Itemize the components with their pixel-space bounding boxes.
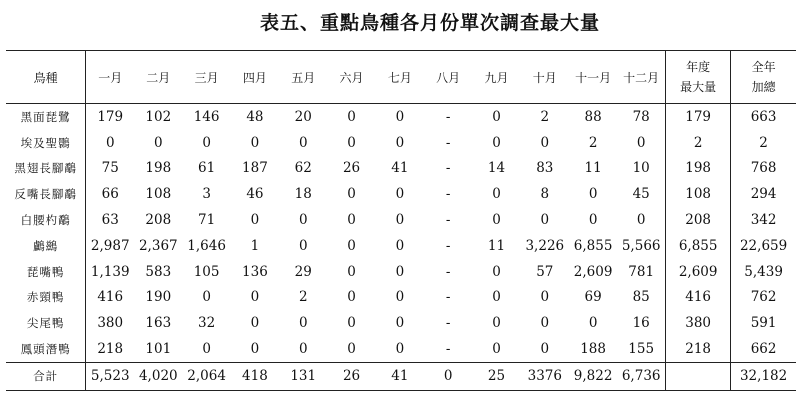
month-count-cell: 0: [347, 341, 356, 358]
month-count-cell: 0: [588, 212, 598, 229]
month-count-cell: 179: [86, 104, 134, 130]
month-count-cell: 188: [580, 341, 606, 358]
month-count-cell: 1,646: [187, 237, 226, 254]
month-count-cell: 0: [86, 130, 134, 156]
month-count-cell: 0: [347, 212, 356, 229]
column-header-month: 七月: [376, 51, 424, 104]
column-header-month: 十二月: [617, 51, 665, 104]
table-title: 表五、重點鳥種各月份單次調查最大量: [259, 12, 600, 34]
table-row: [6, 285, 796, 311]
column-header-month: 二月: [134, 51, 182, 104]
month-count-cell: 8: [540, 186, 550, 203]
total-cell: 4,020: [134, 362, 182, 390]
annual-max-cell: 416: [666, 285, 731, 311]
month-count-cell: 0: [492, 315, 501, 332]
annual-max-cell: 6,855: [666, 233, 731, 259]
month-count-cell: 0: [540, 289, 550, 306]
species-name-cell: 鸕鷀: [33, 238, 59, 253]
month-count-cell: 0: [202, 134, 211, 151]
month-count-cell: 10: [632, 160, 650, 177]
month-count-cell: 0: [636, 134, 646, 151]
total-cell: 0: [424, 362, 472, 390]
total-cell: 9,822: [569, 362, 617, 390]
month-count-cell: 2: [540, 108, 550, 125]
month-count-cell: 20: [294, 108, 312, 125]
month-count-cell: 0: [250, 289, 260, 306]
month-count-cell: 0: [298, 134, 308, 151]
month-count-cell: 0: [250, 341, 260, 358]
table-row: [6, 259, 796, 285]
month-count-cell: 57: [536, 263, 554, 280]
column-header-annual-max-line1: 年度: [686, 60, 711, 74]
annual-total-cell: 2: [731, 130, 796, 156]
table-row: [6, 104, 796, 130]
annual-total-cell: 662: [731, 336, 796, 362]
total-cell: 131: [279, 362, 327, 390]
species-name-cell: 尖尾鴨: [26, 316, 65, 331]
annual-total-cell: 22,659: [731, 233, 796, 259]
annual-max-cell: 380: [666, 310, 731, 336]
month-count-cell: 0: [492, 263, 501, 280]
month-count-cell: 136: [242, 263, 268, 280]
month-count-cell: 46: [246, 186, 264, 203]
month-count-cell: 163: [145, 315, 172, 332]
month-count-cell: 78: [632, 108, 650, 125]
month-count-cell: 0: [202, 341, 211, 358]
month-count-cell: 218: [86, 336, 134, 362]
month-count-cell: 208: [145, 212, 172, 229]
total-annual-total-cell: 32,182: [731, 362, 796, 390]
total-row-label: 合計: [6, 362, 86, 390]
month-count-cell: 0: [540, 341, 550, 358]
annual-total-cell: 591: [731, 310, 796, 336]
table-row: [6, 233, 796, 259]
month-count-cell: 2: [588, 134, 598, 151]
month-count-cell: 11: [487, 237, 506, 254]
species-name-cell: 埃及聖䴉: [20, 135, 71, 150]
month-count-cell: 0: [202, 289, 211, 306]
month-count-cell: 0: [250, 315, 260, 332]
species-name-cell: 琵嘴鴨: [26, 264, 65, 279]
month-count-cell: 0: [395, 186, 405, 203]
total-cell: 26: [327, 362, 375, 390]
month-count-cell: 45: [632, 186, 650, 203]
month-count-cell: 0: [588, 186, 598, 203]
total-cell: 41: [376, 362, 424, 390]
total-cell: 418: [231, 362, 279, 390]
month-count-cell: 0: [395, 263, 405, 280]
month-count-cell: 62: [294, 160, 312, 177]
month-count-cell: 29: [294, 263, 312, 280]
month-count-cell: -: [445, 134, 451, 151]
month-count-cell: 0: [298, 315, 308, 332]
header-row: [6, 51, 796, 104]
month-count-cell: 2,609: [573, 263, 613, 280]
species-name-cell: 鳳頭潛鴨: [20, 342, 71, 357]
month-count-cell: 1: [250, 237, 260, 254]
month-count-cell: 18: [294, 186, 312, 203]
column-header-month: 八月: [424, 51, 472, 104]
column-header-month: 一月: [86, 51, 134, 104]
month-count-cell: 0: [492, 341, 501, 358]
column-header-annual-max-line2: 最大量: [680, 80, 717, 94]
month-count-cell: 0: [154, 134, 163, 151]
month-count-cell: 0: [540, 315, 550, 332]
month-count-cell: 0: [395, 212, 405, 229]
column-header-annual-max: [666, 51, 731, 104]
month-count-cell: 0: [492, 212, 501, 229]
annual-total-cell: 762: [731, 285, 796, 311]
month-count-cell: -: [445, 186, 451, 203]
species-name-cell: 赤頸鴨: [26, 290, 65, 305]
column-header-month: 四月: [231, 51, 279, 104]
total-cell: 6,736: [617, 362, 665, 390]
month-count-cell: 0: [347, 315, 356, 332]
month-count-cell: 0: [492, 289, 501, 306]
table-row: [6, 130, 796, 156]
month-count-cell: 83: [536, 160, 554, 177]
month-count-cell: 61: [198, 160, 216, 177]
month-count-cell: 16: [632, 315, 650, 332]
month-count-cell: 69: [584, 289, 602, 306]
month-count-cell: 0: [347, 237, 356, 254]
column-header-month: 五月: [279, 51, 327, 104]
annual-max-cell: 179: [666, 104, 731, 130]
month-count-cell: 0: [492, 108, 501, 125]
month-count-cell: 198: [145, 160, 172, 177]
species-name-cell: 反嘴長腳鷸: [14, 187, 77, 202]
column-header-species: 鳥種: [6, 51, 86, 104]
month-count-cell: 71: [198, 212, 216, 229]
month-count-cell: 0: [347, 134, 356, 151]
month-count-cell: 416: [86, 285, 134, 311]
month-count-cell: 0: [347, 108, 356, 125]
annual-total-cell: 5,439: [731, 259, 796, 285]
month-count-cell: 102: [145, 108, 172, 125]
annual-max-cell: 218: [666, 336, 731, 362]
annual-total-cell: 342: [731, 207, 796, 233]
column-header-month: 九月: [472, 51, 520, 104]
month-count-cell: 2: [298, 289, 308, 306]
month-count-cell: 155: [628, 341, 655, 358]
month-count-cell: 146: [193, 108, 220, 125]
month-count-cell: 88: [584, 108, 602, 125]
month-count-cell: 0: [298, 212, 308, 229]
month-count-cell: 0: [347, 263, 356, 280]
month-count-cell: 101: [145, 341, 172, 358]
month-count-cell: 0: [298, 341, 308, 358]
table-row: [6, 336, 796, 362]
month-count-cell: 0: [492, 134, 501, 151]
column-header-month: 六月: [327, 51, 375, 104]
month-count-cell: 0: [395, 341, 405, 358]
month-count-cell: 0: [395, 289, 405, 306]
annual-max-cell: 2: [666, 130, 731, 156]
month-count-cell: 0: [540, 212, 550, 229]
column-header-annual-total-line2: 加總: [751, 80, 776, 94]
annual-max-cell: 208: [666, 207, 731, 233]
month-count-cell: 583: [145, 263, 172, 280]
table-row: [6, 207, 796, 233]
month-count-cell: 3: [202, 186, 211, 203]
month-count-cell: -: [445, 341, 451, 358]
month-count-cell: 108: [145, 186, 172, 203]
month-count-cell: 105: [193, 263, 220, 280]
species-name-cell: 黑面琵鷺: [20, 109, 71, 124]
month-count-cell: 0: [395, 134, 405, 151]
month-count-cell: 41: [391, 160, 409, 177]
month-count-cell: 0: [250, 212, 260, 229]
month-count-cell: 14: [487, 160, 506, 177]
month-count-cell: 32: [198, 315, 216, 332]
month-count-cell: 66: [86, 181, 134, 207]
column-header-month: 三月: [182, 51, 230, 104]
total-cell: 3376: [521, 362, 569, 390]
month-count-cell: 85: [632, 289, 650, 306]
table-row: [6, 181, 796, 207]
column-header-annual-total: [731, 51, 796, 104]
month-count-cell: 6,855: [573, 237, 613, 254]
month-count-cell: 0: [395, 108, 405, 125]
month-count-cell: 2,367: [138, 237, 178, 254]
total-cell: 5,523: [86, 362, 134, 390]
month-count-cell: 0: [395, 315, 405, 332]
month-count-cell: 187: [242, 160, 268, 177]
month-count-cell: 1,139: [86, 259, 134, 285]
month-count-cell: 0: [298, 237, 308, 254]
total-cell: 2,064: [182, 362, 230, 390]
table-row: [6, 156, 796, 182]
month-count-cell: 5,566: [621, 237, 661, 254]
annual-total-cell: 294: [731, 181, 796, 207]
month-count-cell: -: [445, 263, 451, 280]
month-count-cell: 0: [492, 186, 501, 203]
species-name-cell: 白腰杓鷸: [20, 213, 71, 228]
column-header-annual-total-line1: 全年: [751, 60, 776, 74]
month-count-cell: -: [445, 315, 451, 332]
annual-max-cell: 108: [666, 181, 731, 207]
month-count-cell: 0: [347, 289, 356, 306]
annual-max-cell: 198: [666, 156, 731, 182]
month-count-cell: 2,987: [86, 233, 134, 259]
month-count-cell: -: [445, 160, 451, 177]
annual-max-cell: 2,609: [666, 259, 731, 285]
month-count-cell: 781: [628, 263, 655, 280]
month-count-cell: 380: [86, 310, 134, 336]
annual-total-cell: 768: [731, 156, 796, 182]
species-name-cell: 黑翅長腳鷸: [14, 161, 77, 176]
month-count-cell: -: [445, 212, 451, 229]
month-count-cell: 26: [342, 160, 361, 177]
month-count-cell: 48: [246, 108, 264, 125]
month-count-cell: 3,226: [525, 237, 565, 254]
month-count-cell: 0: [540, 134, 550, 151]
month-count-cell: -: [445, 289, 451, 306]
month-count-cell: 11: [584, 160, 602, 177]
data-table: [6, 50, 796, 391]
month-count-cell: 190: [145, 289, 172, 306]
column-header-month: 十一月: [569, 51, 617, 104]
month-count-cell: 63: [86, 207, 134, 233]
month-count-cell: 0: [395, 237, 405, 254]
table-row: [6, 310, 796, 336]
month-count-cell: 0: [588, 315, 598, 332]
column-header-month: 十月: [521, 51, 569, 104]
total-cell: 25: [472, 362, 520, 390]
month-count-cell: 0: [250, 134, 260, 151]
annual-total-cell: 663: [731, 104, 796, 130]
month-count-cell: 0: [636, 212, 646, 229]
month-count-cell: 75: [86, 156, 134, 182]
month-count-cell: 0: [347, 186, 356, 203]
total-annual-max-cell: [666, 362, 731, 390]
month-count-cell: -: [445, 237, 451, 254]
total-row: [6, 362, 796, 390]
month-count-cell: -: [445, 108, 451, 125]
